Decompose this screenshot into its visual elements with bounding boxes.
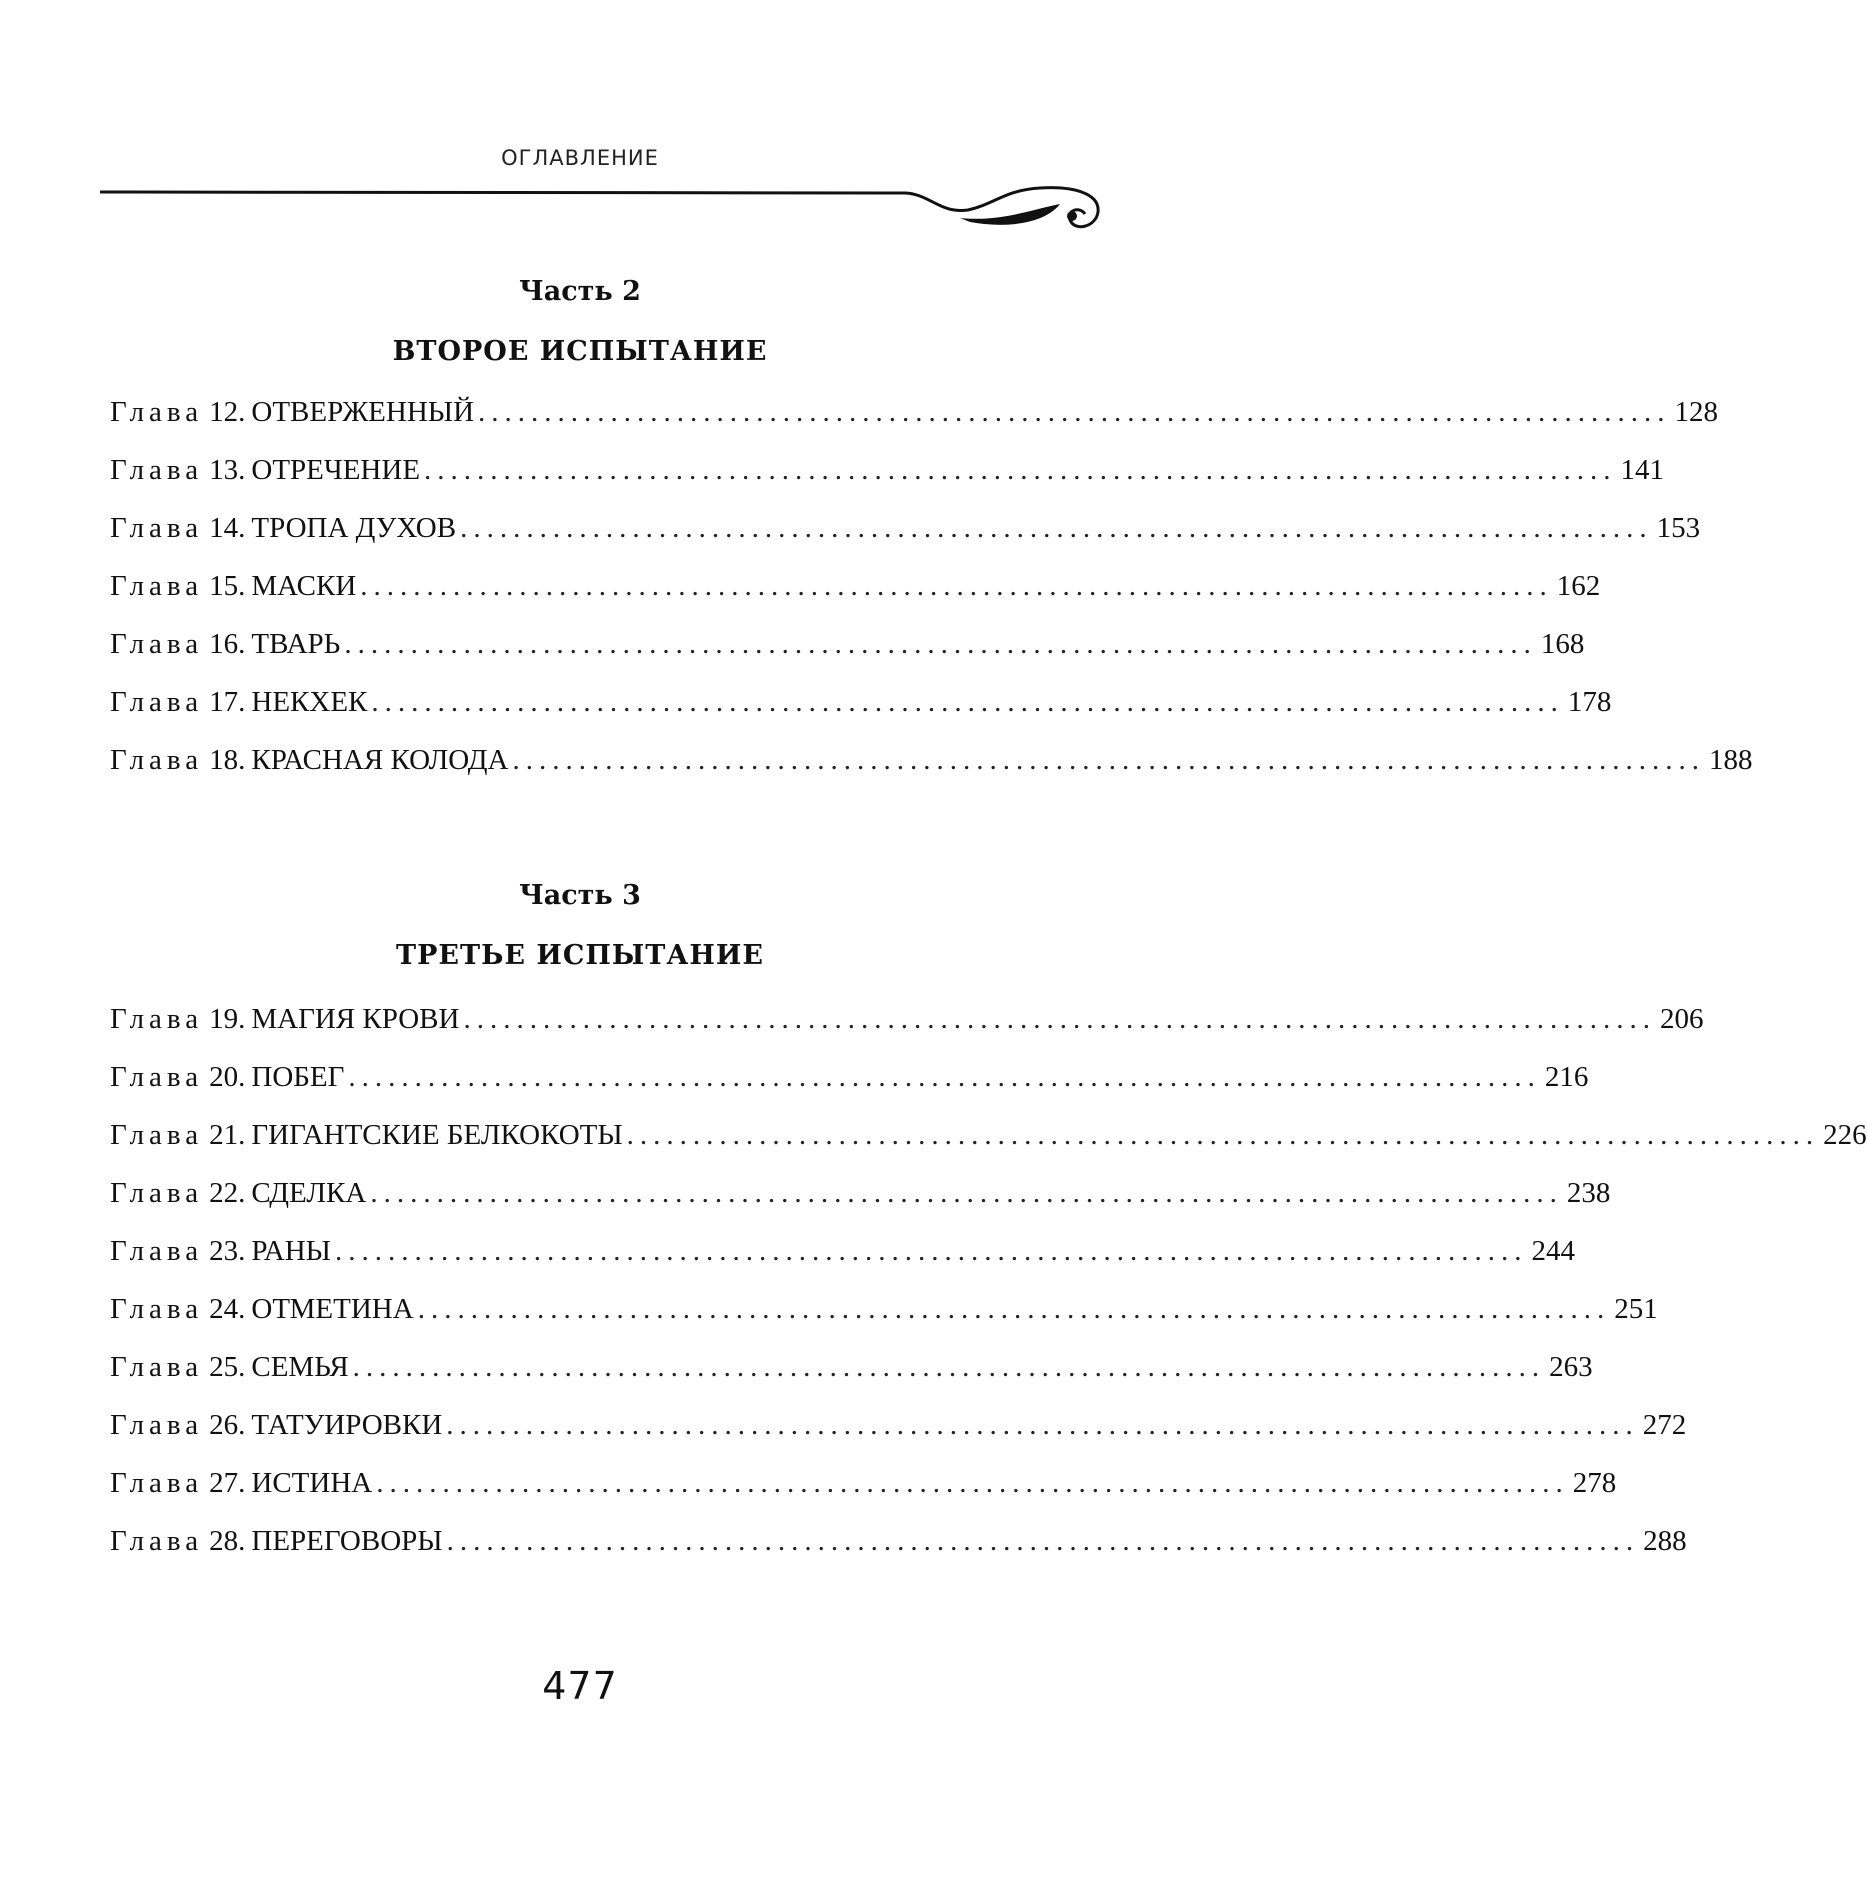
chapter-prefix: Глава <box>110 1351 204 1383</box>
chapter-prefix: Глава <box>110 1409 204 1441</box>
chapter-title: ОТМЕТИНА <box>251 1293 414 1325</box>
chapter-title: МАГИЯ КРОВИ <box>251 1003 460 1035</box>
dot-leader: .......................................................................................... <box>370 1177 1563 1209</box>
chapter-title: ОТРЕЧЕНИЕ <box>251 454 421 486</box>
toc-entry[interactable] <box>110 1351 1593 1409</box>
chapter-number: 23. <box>209 1235 246 1267</box>
toc-entry[interactable] <box>110 1003 1704 1061</box>
chapter-number: 27. <box>209 1467 246 1499</box>
toc-entry[interactable] <box>110 1061 1589 1119</box>
chapter-prefix: Глава <box>110 454 204 486</box>
part-title: ВТОРОЕ ИСПЫТАНИЕ <box>392 336 768 367</box>
dot-leader: .......................................................................................... <box>460 512 1653 544</box>
chapter-number: 20. <box>209 1061 246 1093</box>
chapter-page: 226 <box>1823 1119 1867 1151</box>
chapter-title: ТВАРЬ <box>251 628 341 660</box>
chapter-number: 15. <box>209 570 246 602</box>
chapter-prefix: Глава <box>110 1525 204 1557</box>
toc-entry[interactable] <box>110 1119 1867 1177</box>
dot-leader: .......................................................................................... <box>371 686 1564 718</box>
chapter-page: 162 <box>1556 570 1601 602</box>
chapter-page: 216 <box>1544 1061 1589 1093</box>
chapter-prefix: Глава <box>110 1467 204 1499</box>
chapter-title: КРАСНАЯ КОЛОДА <box>251 744 509 776</box>
chapter-title: СЕМЬЯ <box>251 1351 349 1383</box>
chapter-prefix: Глава <box>110 1003 204 1035</box>
dot-leader: .......................................................................................... <box>626 1119 1820 1151</box>
chapter-prefix: Глава <box>110 570 204 602</box>
toc-entry[interactable] <box>110 570 1601 628</box>
chapter-page: 128 <box>1674 396 1719 428</box>
part-label: Часть 3 <box>519 880 641 911</box>
dot-leader: .......................................................................................... <box>463 1003 1656 1035</box>
part-3-heading <box>0 876 1160 976</box>
chapter-page: 238 <box>1566 1177 1611 1209</box>
dot-leader: .......................................................................................... <box>344 628 1537 660</box>
toc-entry[interactable] <box>110 686 1612 744</box>
toc-entry[interactable] <box>110 512 1701 570</box>
chapter-page: 206 <box>1659 1003 1704 1035</box>
chapter-page: 178 <box>1567 686 1612 718</box>
chapter-title: ОТВЕРЖЕННЫЙ <box>251 396 475 428</box>
dot-leader: .......................................................................................... <box>512 744 1705 776</box>
chapter-number: 19. <box>209 1003 246 1035</box>
chapter-number: 28. <box>209 1525 246 1557</box>
toc-entry[interactable] <box>110 1525 1687 1583</box>
chapter-number: 18. <box>209 744 246 776</box>
chapter-page: 168 <box>1540 628 1585 660</box>
toc-entry[interactable] <box>110 744 1753 802</box>
chapter-prefix: Глава <box>110 1235 204 1267</box>
chapter-page: 188 <box>1708 744 1753 776</box>
chapter-number: 25. <box>209 1351 246 1383</box>
chapter-prefix: Глава <box>110 396 204 428</box>
chapter-title: МАСКИ <box>251 570 357 602</box>
chapter-number: 12. <box>209 396 246 428</box>
toc-entry[interactable] <box>110 454 1665 512</box>
decorative-flourish-divider <box>100 172 1110 252</box>
toc-entry[interactable] <box>110 1293 1658 1351</box>
chapter-prefix: Глава <box>110 744 204 776</box>
chapter-number: 26. <box>209 1409 246 1441</box>
chapter-title: СДЕЛКА <box>251 1177 367 1209</box>
chapter-title: ТРОПА ДУХОВ <box>251 512 457 544</box>
part-label: Часть 2 <box>519 276 641 307</box>
chapter-title: НЕКХЕК <box>251 686 368 718</box>
dot-leader: .......................................................................................... <box>360 570 1553 602</box>
toc-entry[interactable] <box>110 1235 1575 1293</box>
chapter-title: ГИГАНТСКИЕ БЕЛКОКОТЫ <box>251 1119 623 1151</box>
chapter-prefix: Глава <box>110 628 204 660</box>
chapter-prefix: Глава <box>110 1061 204 1093</box>
toc-entry[interactable] <box>110 1177 1611 1235</box>
chapter-page: 263 <box>1549 1351 1593 1383</box>
chapter-number: 14. <box>209 512 246 544</box>
dot-leader: .......................................................................................... <box>478 396 1671 428</box>
chapter-prefix: Глава <box>110 686 204 718</box>
toc-entry[interactable] <box>110 1467 1617 1525</box>
chapter-title: ПОБЕГ <box>251 1061 345 1093</box>
part-title: ТРЕТЬЕ ИСПЫТАНИЕ <box>396 940 764 971</box>
chapter-page: 288 <box>1643 1525 1687 1557</box>
dot-leader: .......................................................................................... <box>348 1061 1541 1093</box>
chapter-prefix: Глава <box>110 512 204 544</box>
chapter-page: 272 <box>1642 1409 1687 1441</box>
chapter-number: 13. <box>209 454 246 486</box>
chapter-page: 244 <box>1531 1235 1575 1267</box>
chapter-title: ПЕРЕГОВОРЫ <box>251 1525 443 1557</box>
dot-leader: .......................................................................................... <box>376 1467 1569 1499</box>
toc-list-part-3 <box>110 1003 1867 1583</box>
dot-leader: .......................................................................................... <box>424 454 1617 486</box>
chapter-number: 21. <box>209 1119 246 1151</box>
chapter-prefix: Глава <box>110 1293 204 1325</box>
chapter-title: ТАТУИРОВКИ <box>251 1409 443 1441</box>
chapter-prefix: Глава <box>110 1177 204 1209</box>
chapter-title: ИСТИНА <box>251 1467 373 1499</box>
chapter-page: 153 <box>1656 512 1701 544</box>
running-header-title: ОГЛАВЛЕНИЕ <box>501 146 659 170</box>
chapter-number: 24. <box>209 1293 246 1325</box>
dot-leader: .......................................................................................... <box>334 1235 1528 1267</box>
page-number: 477 <box>542 1664 618 1708</box>
chapter-prefix: Глава <box>110 1119 204 1151</box>
chapter-number: 16. <box>209 628 246 660</box>
chapter-page: 278 <box>1572 1467 1617 1499</box>
chapter-number: 17. <box>209 686 246 718</box>
dot-leader: .......................................................................................... <box>446 1409 1639 1441</box>
toc-list-part-2 <box>110 396 1753 802</box>
chapter-page: 251 <box>1614 1293 1658 1325</box>
part-2-heading <box>0 272 1160 372</box>
dot-leader: .......................................................................................... <box>417 1293 1611 1325</box>
toc-entry[interactable] <box>110 628 1585 686</box>
dot-leader: .......................................................................................... <box>352 1351 1546 1383</box>
chapter-page: 141 <box>1620 454 1665 486</box>
toc-entry[interactable] <box>110 396 1719 454</box>
chapter-number: 22. <box>209 1177 246 1209</box>
dot-leader: .......................................................................................... <box>446 1525 1640 1557</box>
toc-entry[interactable] <box>110 1409 1687 1467</box>
chapter-title: РАНЫ <box>251 1235 331 1267</box>
